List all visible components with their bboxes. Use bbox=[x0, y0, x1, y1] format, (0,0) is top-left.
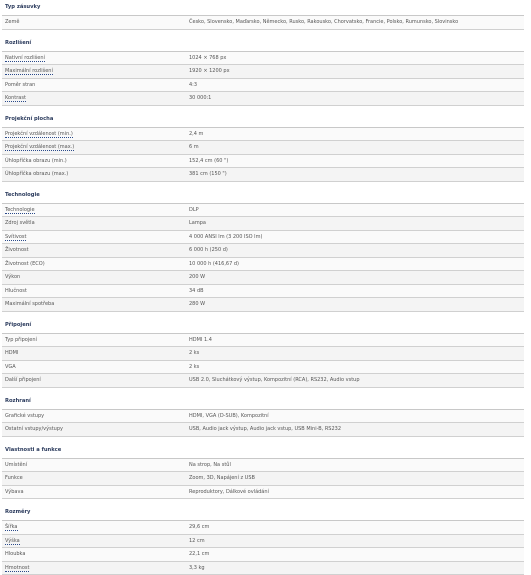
section-title: Připojení bbox=[2, 318, 524, 334]
spec-label-text: Grafické vstupy bbox=[5, 413, 44, 419]
spec-row bbox=[2, 285, 524, 299]
spec-row bbox=[2, 231, 524, 245]
spec-row bbox=[2, 562, 524, 575]
spec-label bbox=[2, 298, 185, 311]
spec-value: 30 000:1 bbox=[185, 92, 524, 105]
section-title: Typ zásuvky bbox=[2, 0, 524, 16]
spec-label bbox=[2, 79, 185, 92]
spec-section-technologie bbox=[2, 188, 524, 312]
section-rows bbox=[2, 16, 524, 30]
spec-value: 34 dB bbox=[185, 285, 524, 298]
spec-label bbox=[2, 217, 185, 230]
spec-value: Česko, Slovensko, Maďarsko, Německo, Rusko, Rakousko, Chorvatsko, Francie, Polsko, Rumunsko, Slovinsko bbox=[185, 16, 524, 29]
spec-section-rozliseni bbox=[2, 36, 524, 106]
spec-label bbox=[2, 334, 185, 347]
spec-label bbox=[2, 155, 185, 168]
spec-row bbox=[2, 128, 524, 142]
spec-help-link[interactable]: Výška bbox=[5, 538, 20, 545]
spec-value: 2 ks bbox=[185, 361, 524, 374]
spec-help-link[interactable]: Maximální rozlišení bbox=[5, 68, 53, 75]
spec-value: Lampa bbox=[185, 217, 524, 230]
spec-help-link[interactable]: Technologie bbox=[5, 207, 35, 214]
spec-label[interactable] bbox=[2, 521, 185, 534]
spec-row bbox=[2, 423, 524, 437]
spec-label[interactable] bbox=[2, 128, 185, 141]
spec-label-text: Úhlopříčka obrazu (min.) bbox=[5, 158, 67, 164]
spec-label bbox=[2, 548, 185, 561]
spec-help-link[interactable]: Svítivost bbox=[5, 234, 26, 241]
spec-value: 152,4 cm (60 ") bbox=[185, 155, 524, 168]
spec-label-text: Úhlopříčka obrazu (max.) bbox=[5, 171, 68, 177]
spec-section-projekcni-plocha bbox=[2, 112, 524, 182]
spec-section-rozmery bbox=[2, 505, 524, 575]
spec-label bbox=[2, 271, 185, 284]
spec-label-text: Hloubka bbox=[5, 551, 25, 557]
spec-value: 4:3 bbox=[185, 79, 524, 92]
spec-value: 2 ks bbox=[185, 347, 524, 360]
section-title: Rozměry bbox=[2, 505, 524, 521]
spec-table bbox=[2, 0, 524, 575]
spec-value: Reproduktory, Dálkové ovládání bbox=[185, 486, 524, 499]
spec-value: USB, Audio jack výstup, Audio jack vstup, USB Mini-B, RS232 bbox=[185, 423, 524, 436]
spec-value: 3,3 kg bbox=[185, 562, 524, 575]
section-rows bbox=[2, 459, 524, 500]
spec-row bbox=[2, 347, 524, 361]
spec-row bbox=[2, 548, 524, 562]
spec-label-text: Výkon bbox=[5, 274, 20, 280]
spec-row bbox=[2, 204, 524, 218]
spec-value: 6 m bbox=[185, 141, 524, 154]
spec-label-text: Země bbox=[5, 19, 19, 25]
spec-value: 280 W bbox=[185, 298, 524, 311]
spec-label bbox=[2, 168, 185, 181]
section-title: Projekční plocha bbox=[2, 112, 524, 128]
spec-label[interactable] bbox=[2, 231, 185, 244]
spec-label bbox=[2, 459, 185, 472]
spec-row bbox=[2, 521, 524, 535]
spec-label bbox=[2, 244, 185, 257]
section-rows bbox=[2, 52, 524, 106]
spec-section-typ-zasuvky bbox=[2, 0, 524, 30]
spec-row bbox=[2, 271, 524, 285]
section-rows bbox=[2, 204, 524, 312]
spec-value: 6 000 h (250 d) bbox=[185, 244, 524, 257]
spec-label[interactable] bbox=[2, 204, 185, 217]
spec-label[interactable] bbox=[2, 535, 185, 548]
spec-label-text: VGA bbox=[5, 364, 16, 370]
spec-row bbox=[2, 92, 524, 106]
spec-row bbox=[2, 535, 524, 549]
spec-label-text: HDMI bbox=[5, 350, 18, 356]
spec-value: USB 2.0, Sluchátkový výstup, Kompozitní (RCA), RS232, Audio vstup bbox=[185, 374, 524, 387]
spec-help-link[interactable]: Kontrast bbox=[5, 95, 26, 102]
spec-value: 1920 × 1200 px bbox=[185, 65, 524, 78]
spec-row bbox=[2, 486, 524, 500]
spec-label-text: Hlučnost bbox=[5, 288, 27, 294]
spec-label-text: Výbava bbox=[5, 489, 24, 495]
spec-label bbox=[2, 361, 185, 374]
spec-label[interactable] bbox=[2, 141, 185, 154]
spec-label-text: Životnost (ECO) bbox=[5, 261, 45, 267]
spec-row bbox=[2, 410, 524, 424]
section-title: Vlastnosti a funkce bbox=[2, 443, 524, 459]
section-rows bbox=[2, 128, 524, 182]
spec-row bbox=[2, 52, 524, 66]
spec-label[interactable] bbox=[2, 92, 185, 105]
section-rows bbox=[2, 334, 524, 388]
section-title: Rozlišení bbox=[2, 36, 524, 52]
spec-value: Zoom, 3D, Napájení z USB bbox=[185, 472, 524, 485]
spec-value: HDMI 1.4 bbox=[185, 334, 524, 347]
spec-value: 10 000 h (416,67 d) bbox=[185, 258, 524, 271]
spec-label-text: Maximální spotřeba bbox=[5, 301, 54, 307]
spec-label-text: Další připojení bbox=[5, 377, 41, 383]
spec-value: 381 cm (150 ") bbox=[185, 168, 524, 181]
spec-row bbox=[2, 459, 524, 473]
spec-row bbox=[2, 217, 524, 231]
spec-label bbox=[2, 423, 185, 436]
spec-help-link[interactable]: Projekční vzdálenost (max.) bbox=[5, 144, 74, 151]
spec-value: Na strop, Na stůl bbox=[185, 459, 524, 472]
spec-label bbox=[2, 285, 185, 298]
spec-value: 4 000 ANSI lm (3 200 ISO lm) bbox=[185, 231, 524, 244]
spec-row bbox=[2, 374, 524, 388]
spec-row bbox=[2, 65, 524, 79]
spec-row bbox=[2, 334, 524, 348]
spec-value: 200 W bbox=[185, 271, 524, 284]
spec-label bbox=[2, 486, 185, 499]
spec-row bbox=[2, 168, 524, 182]
spec-help-link[interactable]: Hmotnost bbox=[5, 565, 29, 572]
spec-row bbox=[2, 298, 524, 312]
spec-label-text: Poměr stran bbox=[5, 82, 35, 88]
spec-row bbox=[2, 16, 524, 30]
spec-row bbox=[2, 361, 524, 375]
spec-label-text: Ostatní vstupy/výstupy bbox=[5, 426, 63, 432]
spec-label bbox=[2, 16, 185, 29]
spec-label-text: Funkce bbox=[5, 475, 23, 481]
spec-help-link[interactable]: Šířka bbox=[5, 524, 18, 531]
spec-label[interactable] bbox=[2, 65, 185, 78]
spec-value: HDMI, VGA (D-SUB), Kompozitní bbox=[185, 410, 524, 423]
spec-row bbox=[2, 79, 524, 93]
section-title: Technologie bbox=[2, 188, 524, 204]
spec-value: 22,1 cm bbox=[185, 548, 524, 561]
spec-section-rozhrani bbox=[2, 394, 524, 437]
spec-value: 1024 × 768 px bbox=[185, 52, 524, 65]
spec-row bbox=[2, 472, 524, 486]
spec-row bbox=[2, 141, 524, 155]
spec-help-link[interactable]: Projekční vzdálenost (min.) bbox=[5, 131, 73, 138]
spec-label bbox=[2, 258, 185, 271]
spec-label bbox=[2, 410, 185, 423]
spec-value: 12 cm bbox=[185, 535, 524, 548]
spec-value: 2,4 m bbox=[185, 128, 524, 141]
spec-label bbox=[2, 374, 185, 387]
spec-value: 29,6 cm bbox=[185, 521, 524, 534]
spec-value: DLP bbox=[185, 204, 524, 217]
section-title: Rozhraní bbox=[2, 394, 524, 410]
spec-row bbox=[2, 155, 524, 169]
spec-label-text: Životnost bbox=[5, 247, 29, 253]
spec-label bbox=[2, 472, 185, 485]
spec-label[interactable] bbox=[2, 52, 185, 65]
spec-label-text: Zdroj světla bbox=[5, 220, 35, 226]
spec-label[interactable] bbox=[2, 562, 185, 575]
spec-section-pripojeni bbox=[2, 318, 524, 388]
spec-row bbox=[2, 258, 524, 272]
spec-help-link[interactable]: Nativní rozlišení bbox=[5, 55, 45, 62]
spec-label bbox=[2, 347, 185, 360]
spec-row bbox=[2, 244, 524, 258]
section-rows bbox=[2, 410, 524, 437]
spec-label-text: Typ připojení bbox=[5, 337, 37, 343]
spec-section-vlastnosti-a-funkce bbox=[2, 443, 524, 500]
spec-label-text: Umístění bbox=[5, 462, 27, 468]
